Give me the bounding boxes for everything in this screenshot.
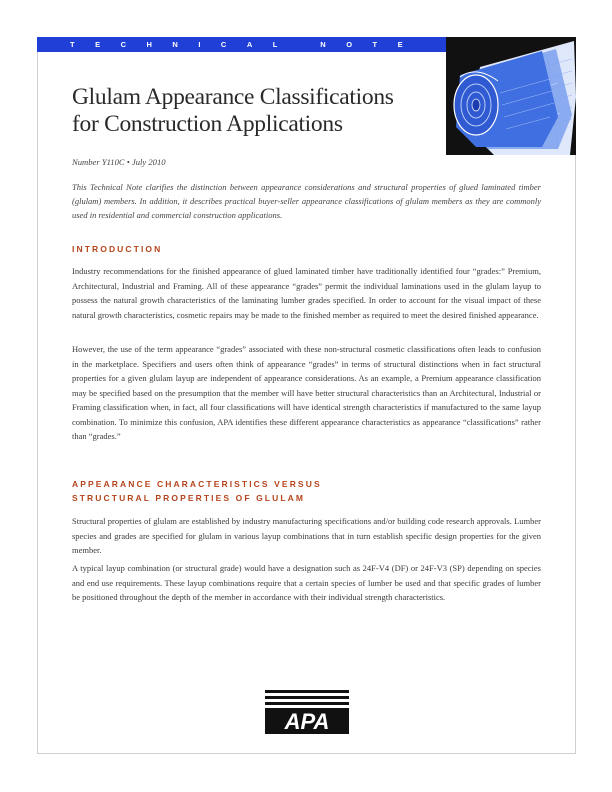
appearance-paragraph-1: Structural properties of glulam are established by industry manufacturing specifications and/or building code research approvals. Lumber species and grades are specified for glulam in various layup combinations that in turn establish specific design properties for the given member. — [72, 516, 541, 555]
logo-text: APA — [284, 709, 330, 734]
introduction-paragraph-2: However, the use of the term appearance “grades” associated with these non-structural cosmetic classifications often leads to confusion in the marketplace. Specifiers and users often think of appearance “grades” in terms of structural distinctions when in fact structural properties for a given glulam layup are independent of appearance considerations. As an example, a Premium appearance classification may be specified based on the presumption that the member will have better structural characteristics than an Architectural, Industrial or Framing classification when, in fact, all four classifications will have identical strength characteristics if manufactured to the same layup combination. To minimize this confusion, APA identifies these different appearance characteristics as appearance “classifications” rather than “grades.” — [72, 344, 541, 441]
appearance-paragraph-2: A typical layup combination (or structural grade) would have a designation such as 24F-V4 (DF) or 24F-V3 (SP) depending on species and end use requirements. These layup combinations require that a certain species of lumber be used and that specific grades of lumber be positioned throughout the depth of the member in accordance with their individual strength characteristics. — [72, 563, 541, 602]
introduction-paragraph-1: Industry recommendations for the finished appearance of glued laminated timber have traditionally identified four “grades:” Premium, Architectural, Industrial and Framing. All of these appearance “grades” permit the individual laminations used in the glulam layup to possess the natural growth characteristics of the laminating lumber grades specified. In order to account for the visual impact of these natural growth characteristics, cosmetic repairs may be made to the finished member as required to meet the desired finished appearance. — [72, 266, 541, 320]
document-number: Number Y110C • July 2010 — [72, 157, 166, 167]
heading-introduction: INTRODUCTION — [72, 244, 163, 254]
heading-appearance-vs-structural — [72, 477, 322, 505]
title-line-1: Glulam Appearance Classifications — [72, 84, 394, 110]
rolled-blueprint-icon — [446, 37, 576, 155]
banner-label: TECHNICAL NOTE — [70, 40, 424, 49]
page-title — [72, 84, 432, 138]
apa-logo-icon — [265, 690, 349, 734]
heading-line-1: APPEARANCE CHARACTERISTICS VERSUS — [72, 479, 322, 489]
heading-line-2: STRUCTURAL PROPERTIES OF GLULAM — [72, 493, 306, 503]
abstract: This Technical Note clarifies the distinction between appearance considerations and structural properties of glued laminated timber (glulam) members. In addition, it describes practical buyer-seller appearance classifications of glulam members as they are commonly used in residential and commercial construction applications. — [72, 182, 541, 220]
title-line-2: for Construction Applications — [72, 111, 343, 137]
